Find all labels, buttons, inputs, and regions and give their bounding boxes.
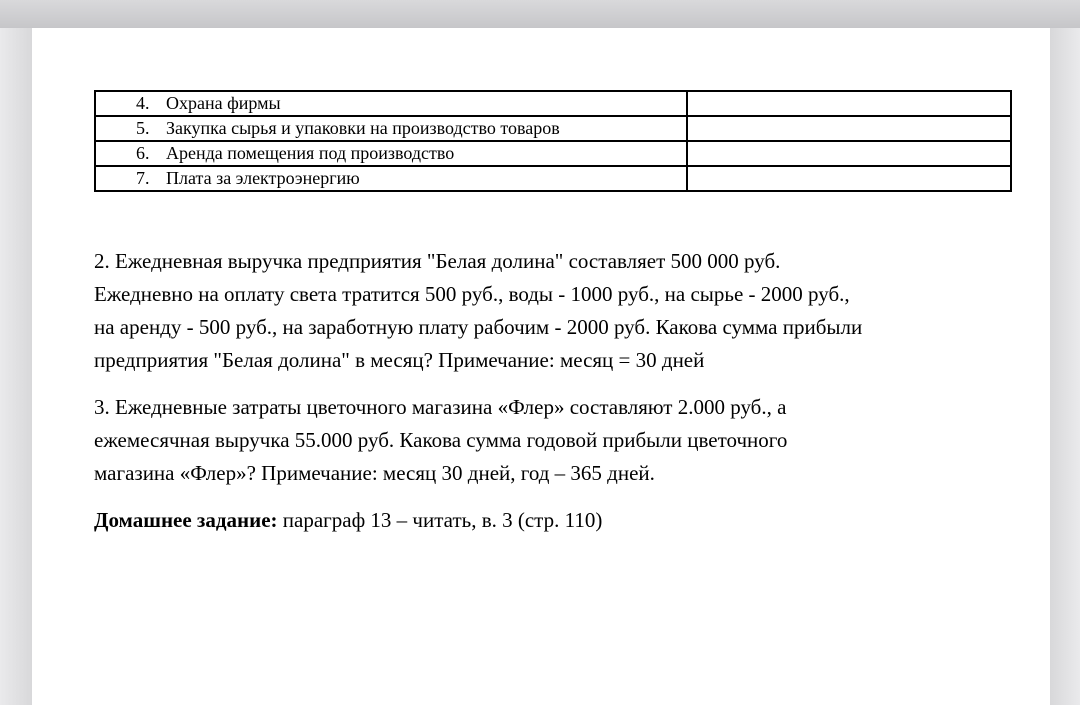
table-row <box>95 91 1011 116</box>
row-number: 7. <box>136 168 150 188</box>
row-number: 6. <box>136 143 150 163</box>
row-label: Охрана фирмы <box>166 93 281 113</box>
row-number: 5. <box>136 118 150 138</box>
row-number: 4. <box>136 93 150 113</box>
problem-2-line: 2. Ежедневная выручка предприятия "Белая долина" составляет 500 000 руб. <box>94 249 781 273</box>
problem-2-line: на аренду - 500 руб., на заработную плату рабочим - 2000 руб. Какова сумма прибыли <box>94 315 863 339</box>
homework-line <box>94 504 1014 537</box>
problem-3-line: 3. Ежедневные затраты цветочного магазина «Флер» составляют 2.000 руб., а <box>94 395 787 419</box>
table-row <box>95 141 1011 166</box>
left-margin-shadow <box>0 28 32 705</box>
problem-2-line: Ежедневно на оплату света тратится 500 руб., воды - 1000 руб., на сырье - 2000 руб., <box>94 282 850 306</box>
row-value-cell <box>687 91 1011 116</box>
table-row <box>95 116 1011 141</box>
row-value-cell <box>687 141 1011 166</box>
row-value-cell <box>687 116 1011 141</box>
row-label: Аренда помещения под производство <box>166 143 455 163</box>
homework-text: параграф 13 – читать, в. 3 (стр. 110) <box>282 508 603 532</box>
problem-3-line: ежемесячная выручка 55.000 руб. Какова сумма годовой прибыли цветочного <box>94 428 788 452</box>
row-label: Плата за электроэнергию <box>166 168 360 188</box>
row-label: Закупка сырья и упаковки на производство товаров <box>166 118 560 138</box>
top-band-shadow <box>0 0 1080 28</box>
right-margin-shadow <box>1050 28 1080 705</box>
problem-3-line: магазина «Флер»? Примечание: месяц 30 дней, год – 365 дней. <box>94 461 655 485</box>
problem-2-text <box>94 245 1014 377</box>
table-row <box>95 166 1011 191</box>
problem-3-text <box>94 391 1014 490</box>
homework-label: Домашнее задание: <box>94 508 278 532</box>
document-page <box>32 28 1050 705</box>
row-value-cell <box>687 166 1011 191</box>
problem-2-line: предприятия "Белая долина" в месяц? Примечание: месяц = 30 дней <box>94 348 705 372</box>
expenses-table <box>94 90 1012 192</box>
